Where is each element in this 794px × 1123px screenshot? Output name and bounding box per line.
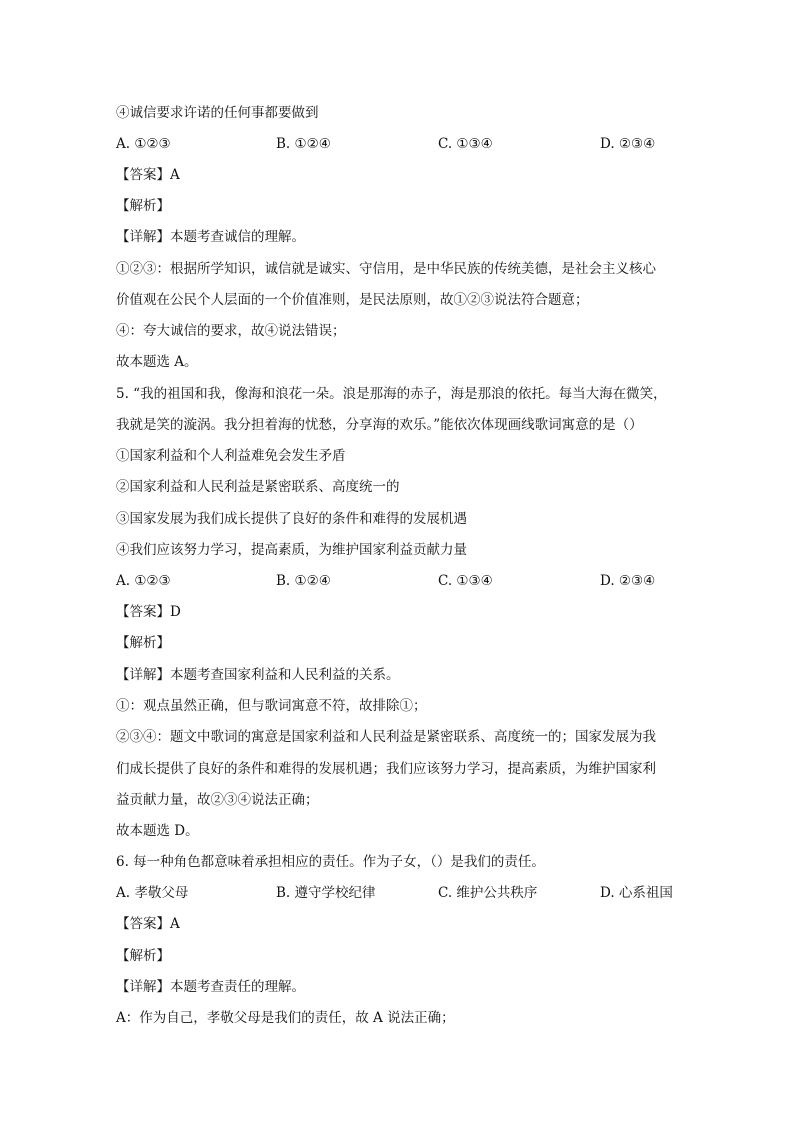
option-c: C. ①③④ [438,573,493,589]
conclusion-line: 故本题选 A。 [116,354,198,370]
conclusion-line: 故本题选 D。 [116,823,199,839]
explanation-line: ①②③：根据所学知识，诚信就是诚实、守信用，是中华民族的传统美德，是社会主义核心 [116,261,656,277]
question-5-statement-3: ③国家发展为我们成长提供了良好的条件和难得的发展机遇 [116,511,467,527]
detail-line: 【详解】本题考查责任的理解。 [116,979,305,995]
explanation-line: A：作为自己，孝敬父母是我们的责任，故 A 说法正确； [116,1010,455,1026]
question-5-stem: 我就是笑的漩涡。我分担着海的忧愁，分享海的欢乐。”能依次体现画线歌词寓意的是（） [116,417,643,433]
analysis-heading: 【解析】 [116,635,170,651]
explanation-line: ②③④：题文中歌词的寓意是国家利益和人民利益是紧密联系、高度统一的；国家发展为我 [116,729,656,745]
question-6-stem: 6. 每一种角色都意味着承担相应的责任。作为子女，（）是我们的责任。 [116,854,545,870]
explanation-line: 益贡献力量，故②③④说法正确； [116,792,319,808]
option-a: A. ①②③ [116,573,171,589]
explanation-line: ①：观点虽然正确，但与歌词寓意不符，故排除①； [116,698,427,714]
explanation-line: 价值观在公民个人层面的一个价值准则，是民法原则，故①②③说法符合题意； [116,292,589,308]
analysis-heading: 【解析】 [116,948,170,964]
option-d: D. ②③④ [600,136,656,152]
option-b: B. ①②④ [276,573,331,589]
option-c: C. 维护公共秩序 [438,885,538,901]
explanation-line: 们成长提供了良好的条件和难得的发展机遇；我们应该努力学习，提高素质，为维护国家利 [116,761,656,777]
explanation-line: ④：夸大诚信的要求，故④说法错误； [116,323,346,339]
answer-line: 【答案】A [116,916,180,932]
option-a: A. ①②③ [116,136,171,152]
analysis-heading: 【解析】 [116,198,170,214]
question-5-statement-4: ④我们应该努力学习，提高素质，为维护国家利益贡献力量 [116,542,467,558]
answer-line: 【答案】A [116,167,180,183]
option-b: B. ①②④ [276,136,331,152]
option-c: C. ①③④ [438,136,493,152]
question-4-statement-4: ④诚信要求许诺的任何事都要做到 [116,105,319,121]
answer-line: 【答案】D [116,604,181,620]
detail-line: 【详解】本题考查诚信的理解。 [116,229,305,245]
question-5-statement-1: ①国家利益和个人利益难免会发生矛盾 [116,448,346,464]
option-a: A. 孝敬父母 [116,885,189,901]
question-5-stem: 5. “我的祖国和我，像海和浪花一朵。浪是那海的赤子，海是那浪的依托。每当大海在微笑， [116,386,667,402]
question-5-statement-2: ②国家利益和人民利益是紧密联系、高度统一的 [116,479,400,495]
option-d: D. 心系祖国 [600,885,673,901]
detail-line: 【详解】本题考查国家利益和人民利益的关系。 [116,667,400,683]
option-b: B. 遵守学校纪律 [276,885,376,901]
option-d: D. ②③④ [600,573,656,589]
